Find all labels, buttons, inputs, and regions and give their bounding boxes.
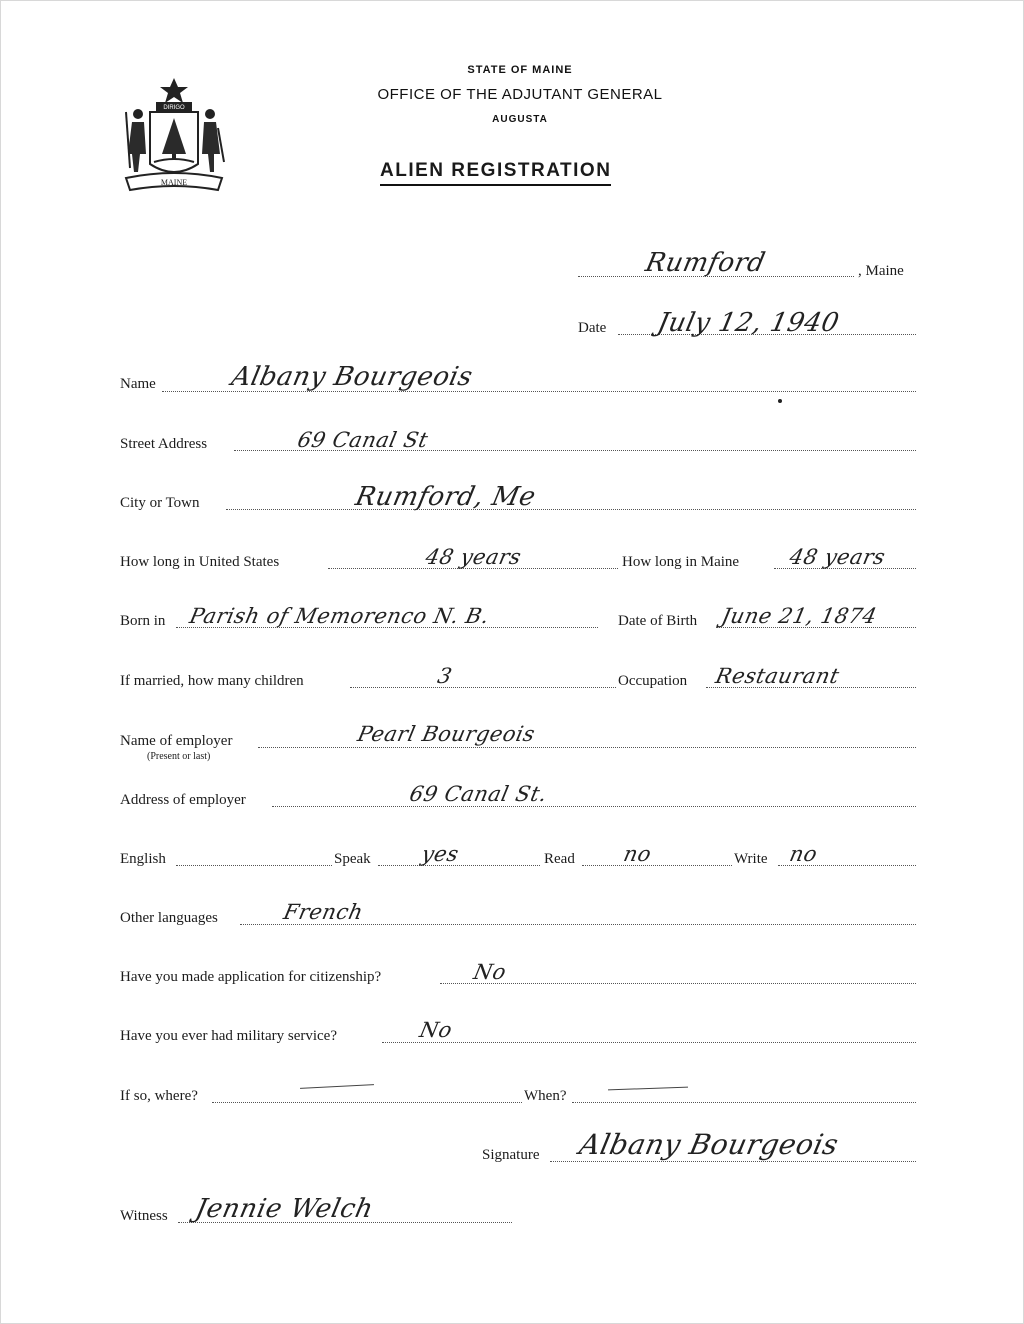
citizenship-value: No bbox=[471, 960, 509, 984]
military-label: Have you ever had military service? bbox=[120, 1028, 337, 1044]
other-languages-label: Other languages bbox=[120, 910, 218, 926]
witness-value: Jennie Welch bbox=[192, 1194, 377, 1224]
street-label: Street Address bbox=[120, 436, 208, 452]
where-label: If so, where? bbox=[120, 1088, 198, 1104]
city-line bbox=[226, 509, 916, 510]
witness-label: Witness bbox=[120, 1208, 168, 1224]
speak-value: yes bbox=[419, 842, 462, 866]
name-label: Name bbox=[120, 376, 156, 392]
maine-years-value: 48 years bbox=[787, 545, 888, 569]
speak-label: Speak bbox=[334, 851, 371, 867]
when-line bbox=[572, 1102, 916, 1103]
write-label: Write bbox=[734, 851, 768, 867]
signature-value: Albany Bourgeois bbox=[576, 1128, 842, 1161]
street-value: 69 Canal St bbox=[295, 428, 431, 452]
us-years-label: How long in United States bbox=[120, 554, 280, 570]
office-heading: OFFICE OF THE ADJUTANT GENERAL bbox=[377, 86, 663, 103]
english-line bbox=[176, 865, 332, 866]
city-label: City or Town bbox=[120, 495, 200, 511]
when-label: When? bbox=[524, 1088, 567, 1104]
maine-years-label: How long in Maine bbox=[622, 554, 740, 570]
occupation-label: Occupation bbox=[618, 673, 688, 689]
born-in-label: Born in bbox=[120, 613, 166, 629]
other-languages-value: French bbox=[281, 900, 366, 924]
city-value: Rumford, Me bbox=[352, 482, 539, 512]
date-value: July 12, 1940 bbox=[654, 308, 842, 338]
citizenship-line bbox=[440, 983, 916, 984]
ink-speck bbox=[778, 399, 782, 403]
other-languages-line bbox=[240, 924, 916, 925]
employer-line bbox=[258, 747, 916, 748]
seal-motto: DIRIGO bbox=[163, 105, 185, 111]
occupation-value: Restaurant bbox=[713, 664, 842, 688]
where-line bbox=[212, 1102, 522, 1103]
employer-address-label: Address of employer bbox=[120, 792, 246, 808]
employer-address-value: 69 Canal St. bbox=[407, 782, 550, 806]
children-label: If married, how many children bbox=[120, 673, 304, 689]
children-value: 3 bbox=[435, 664, 455, 688]
military-line bbox=[382, 1042, 916, 1043]
seal-banner: MAINE bbox=[160, 178, 188, 187]
signature-label: Signature bbox=[482, 1147, 540, 1163]
signature-line bbox=[550, 1161, 916, 1162]
birth-date-value: June 21, 1874 bbox=[719, 604, 880, 628]
date-label: Date bbox=[578, 320, 607, 336]
children-line bbox=[350, 687, 616, 688]
us-years-value: 48 years bbox=[423, 545, 524, 569]
city-heading: AUGUSTA bbox=[492, 114, 548, 125]
employer-label: Name of employer bbox=[120, 733, 233, 749]
employer-address-line bbox=[272, 806, 916, 807]
read-label: Read bbox=[544, 851, 575, 867]
english-label: English bbox=[120, 851, 166, 867]
read-value: no bbox=[621, 842, 654, 866]
employer-sublabel: (Present or last) bbox=[147, 751, 211, 762]
speak-line bbox=[378, 865, 540, 866]
military-value: No bbox=[417, 1018, 455, 1042]
name-value: Albany Bourgeois bbox=[228, 362, 476, 392]
employer-value: Pearl Bourgeois bbox=[355, 722, 538, 746]
write-value: no bbox=[787, 842, 820, 866]
place-value: Rumford bbox=[642, 248, 769, 278]
born-in-value: Parish of Memorenco N. B. bbox=[187, 604, 492, 628]
state-heading: STATE OF MAINE bbox=[467, 64, 573, 76]
read-line bbox=[582, 865, 732, 866]
place-suffix: , Maine bbox=[858, 263, 904, 279]
citizenship-label: Have you made application for citizenship? bbox=[120, 969, 382, 985]
maine-state-seal bbox=[120, 72, 228, 200]
birth-date-label: Date of Birth bbox=[618, 613, 698, 629]
form-title: ALIEN REGISTRATION bbox=[380, 160, 611, 186]
